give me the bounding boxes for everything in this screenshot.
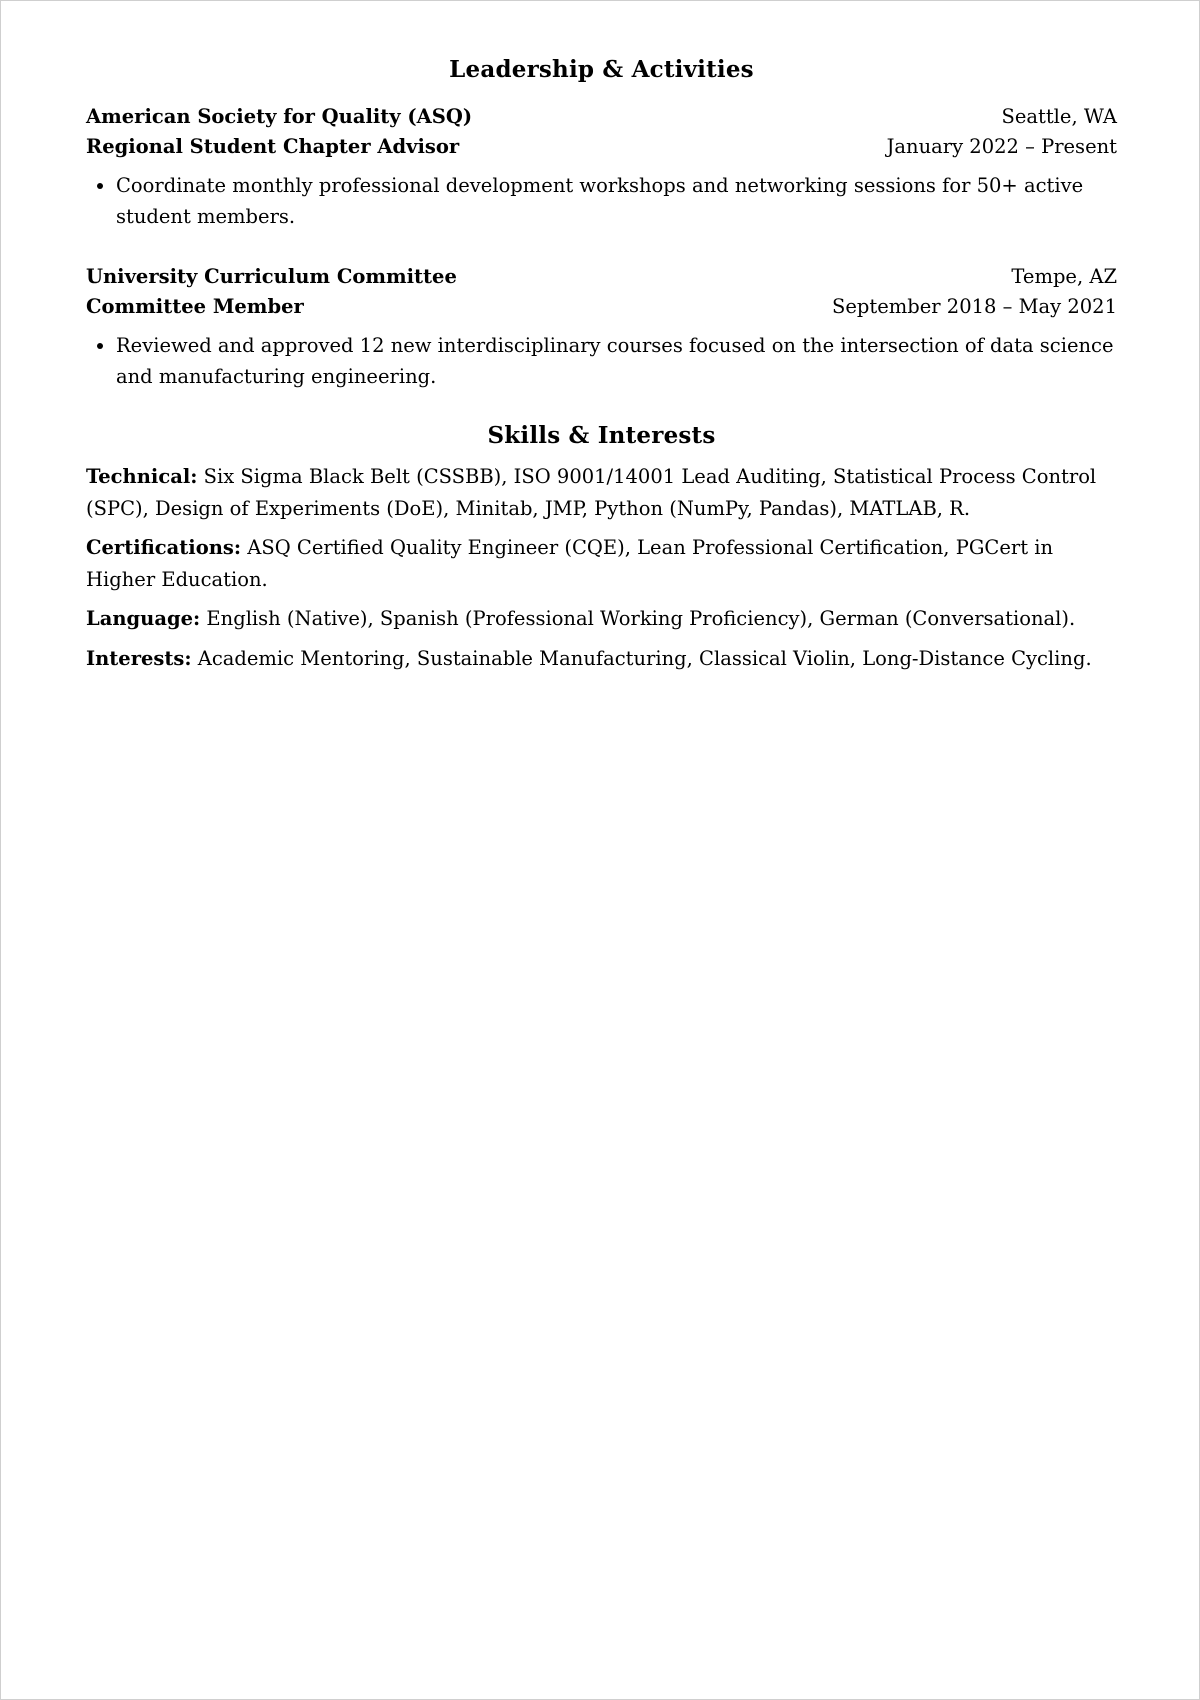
- entry-location: Tempe, AZ: [1011, 264, 1117, 288]
- leadership-section-heading: Leadership & Activities: [449, 56, 754, 83]
- skill-label: Interests:: [86, 646, 192, 670]
- skill-line-language: [86, 603, 1117, 635]
- skill-line-technical: [86, 461, 1117, 524]
- skill-label: Language:: [86, 607, 201, 631]
- entry-location: Seattle, WA: [1001, 104, 1117, 128]
- leadership-entry-curriculum-committee: [86, 262, 1117, 392]
- leadership-entry-asq: [86, 102, 1117, 232]
- organization-name: University Curriculum Committee: [86, 264, 457, 288]
- organization-name: American Society for Quality (ASQ): [86, 104, 473, 128]
- skill-text: Academic Mentoring, Sustainable Manufacturing, Classical Violin, Long-Distance Cycling.: [197, 646, 1092, 670]
- role-title: Committee Member: [86, 294, 304, 318]
- skill-label: Technical:: [86, 465, 198, 489]
- entry-bullet: • Coordinate monthly professional development workshops and networking sessions for 50+ active student members.: [116, 170, 1117, 232]
- resume-content: [86, 56, 1117, 682]
- skill-label: Certifications:: [86, 536, 242, 560]
- entry-dates: January 2022 – Present: [886, 134, 1117, 158]
- entry-bullet: • Reviewed and approved 12 new interdisciplinary courses focused on the intersection of data science and manufacturing engineering.: [116, 330, 1117, 392]
- skill-text: Six Sigma Black Belt (CSSBB), ISO 9001/14001 Lead Auditing, Statistical Process Control (SPC), Design of Experiments (DoE), Minitab, JMP, Python (NumPy, Pandas), MATLAB, R.: [86, 465, 1097, 520]
- skills-section-heading: Skills & Interests: [487, 421, 716, 449]
- entry-bullet-list: [86, 330, 1117, 392]
- entry-header-row: [86, 262, 1117, 292]
- skill-line-certifications: [86, 532, 1117, 595]
- entry-dates: September 2018 – May 2021: [832, 294, 1117, 318]
- entry-role-row: [86, 132, 1117, 162]
- skill-text: English (Native), Spanish (Professional Working Proficiency), German (Conversational).: [206, 607, 1076, 631]
- entry-role-row: [86, 292, 1117, 322]
- skill-text: ASQ Certified Quality Engineer (CQE), Lean Professional Certification, PGCert in Higher Education.: [86, 536, 1054, 591]
- entry-bullet-list: [86, 170, 1117, 232]
- skill-line-interests: [86, 643, 1117, 675]
- entry-header-row: [86, 102, 1117, 132]
- role-title: Regional Student Chapter Advisor: [86, 134, 460, 158]
